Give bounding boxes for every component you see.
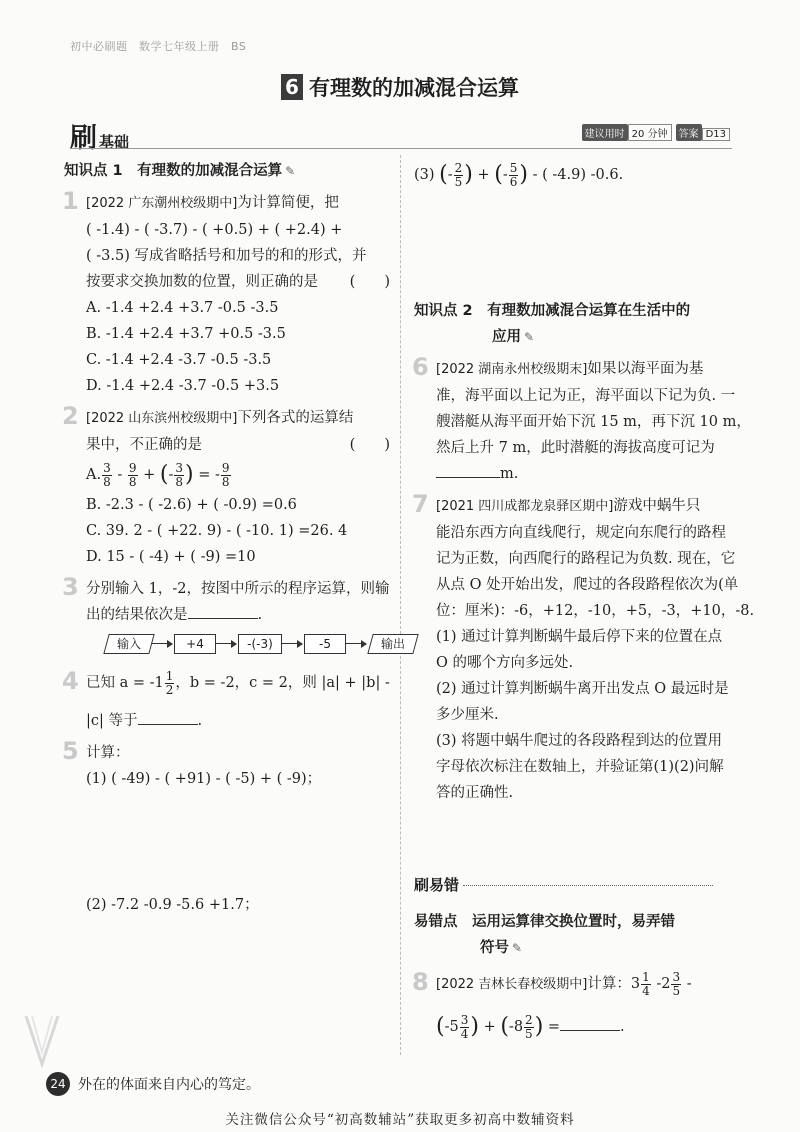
question-number: 1 — [62, 187, 79, 215]
question-number: 7 — [412, 490, 429, 518]
question-4: 4 已知 a = -1 $\frac{1}{2}$ ，b = -2，c = 2，则 |a| + |b| - |c| 等于 . — [62, 667, 390, 729]
footer-notice: 关注微信公众号“初高数辅站”获取更多初高中数辅资料 — [225, 1112, 575, 1128]
answer-blank — [560, 1014, 620, 1031]
flow-step-minus: -5 — [304, 634, 346, 654]
answer-blank — [188, 602, 258, 619]
page-title — [0, 72, 800, 102]
part-1: (1) ( -49) - ( +91) - ( -5) + ( -9)； — [86, 771, 322, 787]
question-number: 3 — [62, 573, 79, 601]
section-number: 6 — [281, 74, 303, 100]
question-source: [2022 广东潮州校级期中] — [86, 196, 238, 211]
flow-arrow — [346, 643, 366, 644]
flow-arrow — [282, 643, 302, 644]
flow-arrow — [216, 643, 236, 644]
question-number: 5 — [62, 737, 79, 765]
page-number: 24 — [46, 1072, 70, 1096]
time-value: 20 分钟 — [628, 124, 672, 141]
section-error-prone: 刷易错 — [414, 874, 734, 895]
question-source: [2022 吉林长春校级期中] — [436, 977, 588, 992]
question-source: [2022 湖南永州校级期末] — [436, 362, 588, 377]
question-source: [2021 四川成都龙泉驿区期中] — [436, 499, 614, 514]
knowledge-point-1: 知识点 1 有理数的加减混合运算 ✎ — [64, 158, 390, 184]
question-8: 8 [2022 吉林长春校级期中]计算：3 $\frac{1}{4}$ -2 $\frac{3}{5}$ - (-5 $\frac{3}{4}$ ) + (-8 $\frac{2}{5}$ ) = . — [412, 968, 692, 1041]
right-column — [412, 158, 755, 1044]
time-tag: 建议用时 — [582, 124, 628, 141]
question-source: [2022 山东滨州校级期中] — [86, 411, 238, 426]
knowledge-point-2: 知识点 2 有理数加减混合运算在生活中的 应用 ✎ — [414, 298, 734, 350]
option-c: C. 39. 2 - ( +22. 9) - ( -10. 1) =26. 4 — [86, 523, 348, 539]
option-c: C. -1.4 +2.4 -3.7 -0.5 -3.5 — [86, 352, 272, 368]
section-title: 有理数的加减混合运算 — [309, 76, 519, 100]
dotted-rule — [463, 885, 713, 886]
error-point: 易错点 运用运算律交换位置时，易弄错 符号 ✎ — [414, 909, 734, 961]
option-b: B. -2.3 - ( -2.6) + ( -0.9) =0.6 — [86, 497, 297, 513]
question-number: 4 — [62, 667, 79, 695]
flow-input: 输入 — [103, 634, 154, 654]
pencil-icon: ✎ — [512, 941, 523, 955]
answer-value: D13 — [702, 128, 730, 141]
answer-tag: 答案 — [676, 124, 702, 141]
answer-bracket: ( ) — [349, 437, 390, 453]
option-a: A. -1.4 +2.4 +3.7 -0.5 -3.5 — [86, 300, 279, 316]
question-2: 2 [2022 山东滨州校级期中]下列各式的运算结 果中，不正确的是 ( ) A. $\frac{3}{8}$ - $\frac{9}{8}$ + (- $\frac{3}{8}$ ) = - $\frac{9}{8}$ B. -2.3 - ( -2.6) + ( -0.9) =0.6 C. 39. 2 - ( +22. 9) - ( -10. 1) =26. 4 D. 15 - ( -4) + ( -9) =10 — [64, 405, 390, 570]
flow-step-add: +4 — [174, 634, 216, 654]
option-d: D. -1.4 +2.4 -3.7 -0.5 +3.5 — [86, 378, 280, 394]
option-a: A. $\frac{3}{8}$ - $\frac{9}{8}$ + (- $\frac{3}{8}$ ) = - $\frac{9}{8}$ — [86, 460, 230, 489]
program-flowchart — [86, 634, 405, 656]
footer-slogan: 外在的体面来自内心的笃定。 — [78, 1077, 260, 1093]
option-d: D. 15 - ( -4) + ( -9) =10 — [86, 549, 256, 565]
question-5: 5 计算： (1) ( -49) - ( +91) - ( -5) + ( -9)； (2) -7.2 -0.9 -5.6 +1.7； — [64, 740, 390, 918]
question-3: 3 分别输入 1，-2，按图中所示的程序运算，则输 出的结果依次是 . — [62, 573, 390, 623]
brand-label — [70, 116, 129, 155]
question-number: 2 — [62, 402, 79, 430]
brand-big: 刷 — [70, 123, 97, 154]
question-number: 8 — [412, 968, 429, 996]
part-2: (2) -7.2 -0.9 -5.6 +1.7； — [86, 897, 259, 913]
option-b: B. -1.4 +2.4 +3.7 +0.5 -3.5 — [86, 326, 286, 342]
flow-arrow — [152, 643, 172, 644]
flow-output: 输出 — [367, 634, 418, 654]
answer-bracket: ( ) — [349, 274, 390, 290]
left-column — [62, 158, 405, 918]
question-6: 6 [2022 湖南永州校级期末]如果以海平面为基 准，海平面以上记为正，海平面以下记为负. 一 艘潜艇从海平面开始下沉 15 m，再下沉 10 m， 然后上升 7 m，此时潜艇的海拔高度可记为 m. — [412, 353, 751, 482]
top-divider — [70, 148, 732, 149]
question-7: 7 [2021 四川成都龙泉驿区期中]游戏中蜗牛只 能沿东西方向直线爬行，规定向东爬行的路程 记为正数，向西爬行的路程记为负数. 现在，它 从点 O 处开始出发，爬过的各段路程依次为(单 位：厘米)：-6，+12，-10，+5，-3，+10，-8. (1) 通过计算判断蜗牛最后停下来的位置在点 O 的哪个方向多远处. (2) 通过计算判断蜗牛离开出发点 O 最远时是 多少厘米. (3) 将题中蜗牛爬过的各段路程到达的位置用 字母依次标注在数轴上，并验证第(1)(2)问解 答的正确性. — [412, 490, 755, 801]
question-5-part-3: (3) (- $\frac{2}{5}$ ) + (- $\frac{5}{6}$ ) - ( -4.9) -0.6. — [414, 160, 624, 189]
pencil-icon: ✎ — [524, 330, 535, 344]
answer-blank — [138, 708, 198, 725]
pencil-icon: ✎ — [285, 164, 296, 178]
running-header: 初中必刷题 数学七年级上册 BS — [70, 40, 247, 53]
flow-step-sub: -(-3) — [238, 634, 282, 654]
meta-info — [582, 124, 734, 141]
answer-blank — [436, 461, 500, 478]
column-divider — [400, 155, 401, 1055]
question-number: 6 — [412, 353, 429, 381]
decorative-v-icon — [22, 1012, 62, 1072]
brand-small: 基础 — [99, 133, 130, 151]
question-1: 1 [2022 广东潮州校级期中]为计算简便，把 ( -1.4) - ( -3.7) - ( +0.5) + ( +2.4) + ( -3.5) 写成省略括号和加号的和的形式，并 按要求交换加数的位置，则正确的是 ( ) A. -1.4 +2.4 +3.7 -0.5 -3.5 B. -1.4 +2.4 +3.7 +0.5 -3.5 C. -1.4 +2.4 -3.7 -0.5 -3.5 D. -1.4 +2.4 -3.7 -0.5 +3.5 — [64, 190, 390, 399]
